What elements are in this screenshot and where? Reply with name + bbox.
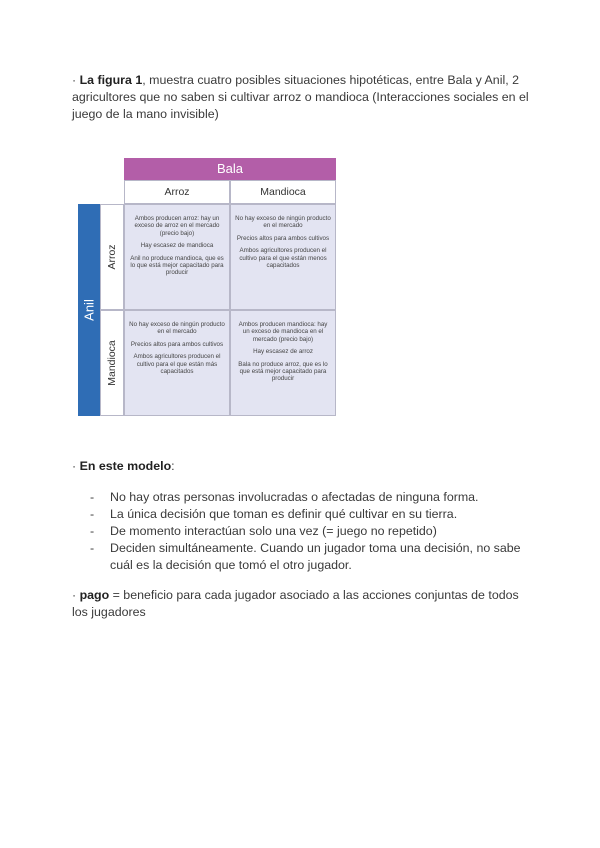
col-option-arroz: Arroz xyxy=(124,180,230,204)
intro-bold: La figura 1 xyxy=(79,73,143,87)
cell-text: Precios altos para ambos cultivos xyxy=(130,340,224,348)
bullet: · xyxy=(72,73,80,87)
model-colon: : xyxy=(171,459,175,473)
list-item-text: La única decisión que toman es definir qué cultivar en su tierra. xyxy=(110,507,458,521)
row-option-mandioca xyxy=(100,310,124,416)
row-option-label: Arroz xyxy=(106,244,118,270)
list-item-text: De momento interactúan solo una vez (= juego no repetido) xyxy=(110,524,437,538)
cell-text: Precios altos para ambos cultivos xyxy=(236,234,330,242)
bullet: · xyxy=(72,588,80,602)
pago-paragraph xyxy=(72,587,532,621)
payoff-cell-arroz-mandioca xyxy=(230,204,336,310)
row-option-arroz xyxy=(100,204,124,310)
cell-text: Ambos agricultores producen el cultivo para el que están más capacitados xyxy=(133,353,221,376)
pago-bold: pago xyxy=(79,588,110,602)
intro-text: , muestra cuatro posibles situaciones hipotéticas, entre Bala y Anil, 2 agricultores que no saben si cultivar arroz o mandioca (Interacciones sociales en el juego de la mano invisible) xyxy=(72,73,529,121)
payoff-cell-mandioca-arroz xyxy=(124,310,230,416)
list-item xyxy=(72,489,542,506)
cell-text: Ambos producen mandioca: hay un exceso de mandioca en el mercado (precio bajo) xyxy=(238,321,328,343)
cell-text: No hay exceso de ningún producto en el mercado xyxy=(235,215,331,230)
model-heading xyxy=(72,458,532,475)
payoff-cell-arroz-arroz xyxy=(124,204,230,310)
list-item xyxy=(72,523,542,540)
model-bold: En este modelo xyxy=(79,459,172,473)
dash-marker: - xyxy=(90,507,95,521)
payoff-cell-mandioca-mandioca xyxy=(230,310,336,416)
list-item xyxy=(72,540,542,574)
dash-marker: - xyxy=(90,524,95,538)
cell-text: No hay exceso de ningún producto en el mercado xyxy=(129,321,225,336)
cell-text: Ambos producen arroz: hay un exceso de arroz en el mercado (precio bajo) xyxy=(134,215,220,237)
row-option-label: Mandioca xyxy=(106,340,118,386)
row-player-label: Anil xyxy=(81,299,97,321)
col-option-mandioca: Mandioca xyxy=(230,180,336,204)
list-item xyxy=(72,506,542,523)
cell-text: Hay escasez de mandioca xyxy=(140,242,214,250)
cell-text: Bala no produce arroz, que es lo que está mejor capacitado para producir xyxy=(238,360,328,383)
payoff-matrix-figure xyxy=(78,158,336,416)
cell-text: Hay escasez de arroz xyxy=(253,348,313,356)
row-player-header xyxy=(78,204,100,416)
cell-text: Ambos agricultores producen el cultivo para el que están menos capacitados xyxy=(239,247,327,270)
cell-text: Anil no produce mandioca, que es lo que está mejor capacitado para producir xyxy=(130,254,224,277)
col-player-header: Bala xyxy=(124,158,336,180)
dash-marker: - xyxy=(90,541,95,555)
intro-paragraph xyxy=(72,72,532,123)
dash-marker: - xyxy=(90,490,95,504)
list-item-text: No hay otras personas involucradas o afectadas de ninguna forma. xyxy=(110,490,479,504)
pago-text: = beneficio para cada jugador asociado a las acciones conjuntas de todos los jugadores xyxy=(72,588,519,619)
model-list xyxy=(72,489,542,574)
bullet: · xyxy=(72,459,80,473)
list-item-text: Deciden simultáneamente. Cuando un jugador toma una decisión, no sabe cuál es la decisión que tomó el otro jugador. xyxy=(110,541,521,572)
